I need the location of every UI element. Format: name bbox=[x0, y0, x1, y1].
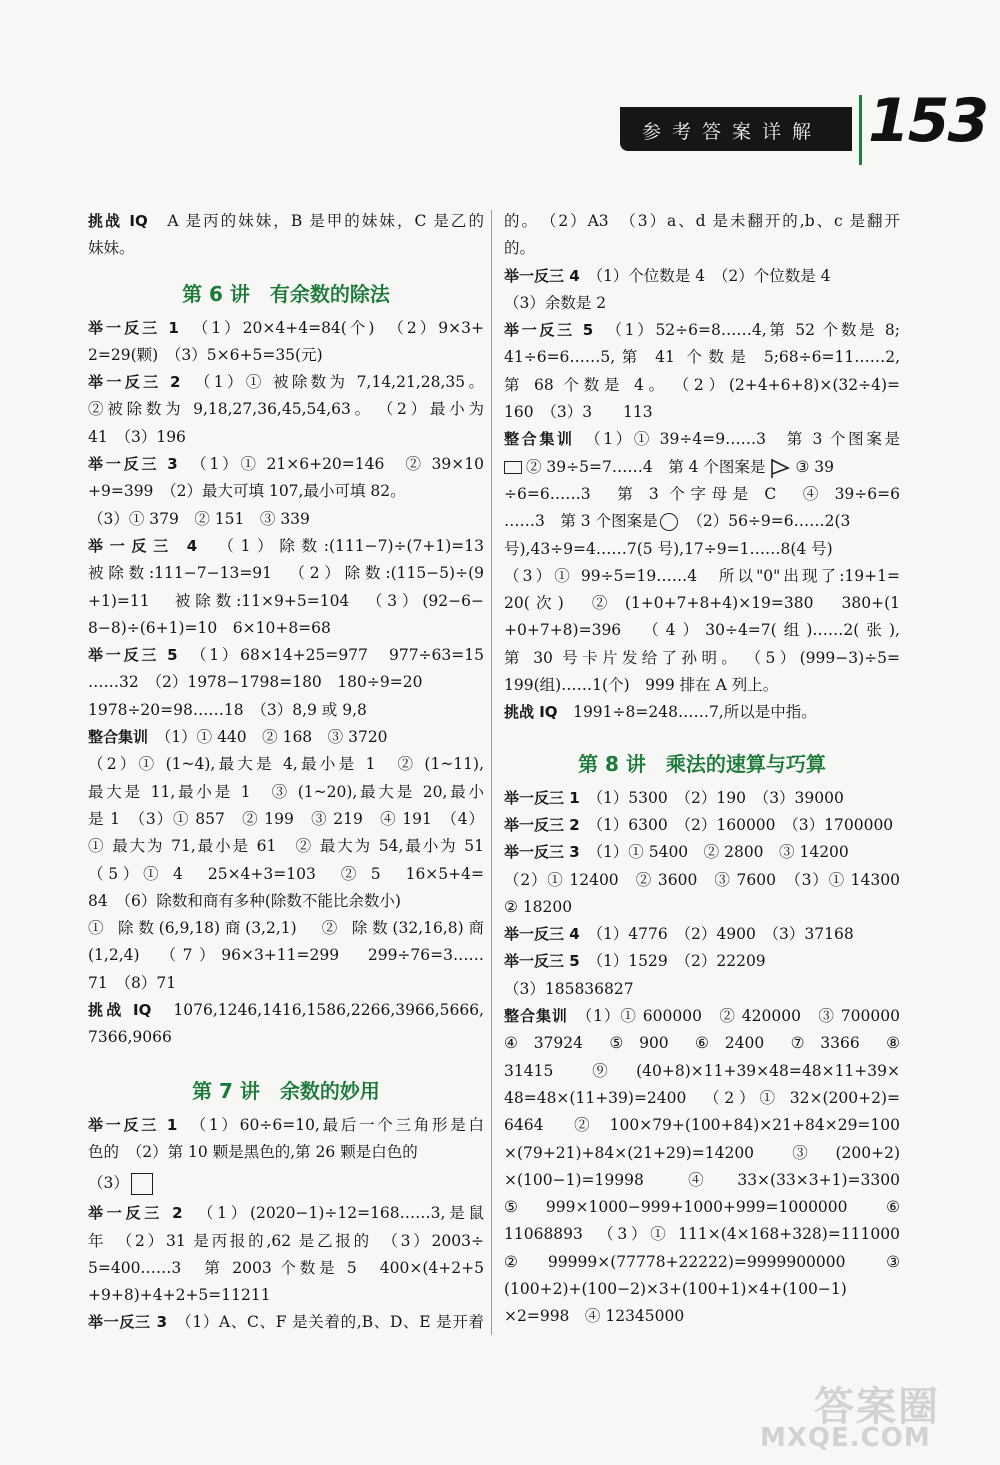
circle-figure bbox=[660, 513, 678, 531]
text-line: 71 （8）71 bbox=[88, 973, 177, 992]
text-line: 7366,9066 bbox=[88, 1028, 172, 1047]
item-label: 举一反三 5 bbox=[504, 952, 580, 971]
square-figure bbox=[131, 1173, 153, 1195]
text-line: 第 68 个数是 4。 （2）(2+4+6+8)×(32÷4)= bbox=[504, 375, 900, 394]
item-label: 举一反三 4 bbox=[504, 266, 580, 285]
item-text: （1）① 21×6+20=146 ② 39×10 bbox=[198, 455, 484, 474]
item-text: （1）4776 （2）4900 （3）37168 bbox=[595, 925, 854, 944]
text-line: 1978÷20=98……18 （3）8,9 或 9,8 bbox=[88, 700, 367, 719]
item-text: （1）60÷6=10,最后一个三角形是白 bbox=[198, 1115, 484, 1134]
text-line bbox=[504, 839, 900, 866]
text-line bbox=[88, 315, 484, 342]
text-line: ×2=998 ④ 12345000 bbox=[504, 1307, 685, 1326]
text-line: ① 除数(6,9,18)商(3,2,1) ② 除数(32,16,8)商 bbox=[88, 919, 484, 938]
text-line: ⑤ 999×1000−999+1000+999=1000000 ⑥ bbox=[504, 1198, 900, 1217]
text-line: ② 99999×(77778+22222)=9999900000 ③ bbox=[504, 1252, 900, 1271]
text-line: 41÷6=6……5,第 41 个数是 5;68÷6=11……2, bbox=[504, 348, 900, 367]
text-line: (1,2,4) （7）96×3+11=299 299÷76=3…… bbox=[88, 946, 484, 965]
watermark-url: MXQE.COM bbox=[760, 1423, 931, 1453]
text-line: ②被除数为 9,18,27,36,45,54,63。 （2）最小为 bbox=[88, 400, 484, 419]
section-title: 第 7 讲 余数的妙用 bbox=[192, 1078, 380, 1103]
text-line bbox=[504, 812, 900, 839]
left-column bbox=[88, 208, 484, 1337]
text-line: ÷6=6……3 第 3 个字母是 C ④ 39÷6=6 bbox=[504, 484, 900, 503]
text-line bbox=[504, 1003, 900, 1030]
text-line: 20(次) ② (1+0+7+8+4)×19=380 380+(1 bbox=[504, 594, 900, 613]
item-label: 举一反三 2 bbox=[504, 815, 580, 834]
text-line: 号),43÷9=4……7(5 号),17÷9=1……8(4 号) bbox=[504, 539, 833, 558]
item-label: 举一反三 4 bbox=[88, 536, 198, 555]
text-line bbox=[504, 508, 900, 535]
text-line bbox=[504, 948, 900, 975]
text-line: （2）① (1~4),最大是 4,最小是 1 ② (1~11), bbox=[88, 755, 484, 774]
item-text: （1）6300 （2）160000 （3）1700000 bbox=[595, 815, 894, 834]
text-line: (100+2)+(100−2)×3+(100+1)×4+(100−1) bbox=[504, 1279, 847, 1298]
item-label: 整合集训 bbox=[504, 1007, 568, 1026]
text-line: （5）① 4 25×4+3=103 ② 5 16×5+4= bbox=[88, 864, 484, 883]
item-text: A 是丙的妹妹，B 是甲的妹妹，C 是乙的 bbox=[167, 212, 484, 230]
column-divider bbox=[491, 210, 492, 1335]
text-line bbox=[88, 642, 484, 669]
text-line: ① 最大为 71,最小是 61 ② 最大为 54,最小为 51 bbox=[88, 837, 484, 856]
text-line: 6464 ② 100×79+(100+84)×21+84×29=100 bbox=[504, 1116, 900, 1135]
section-title: 第 8 讲 乘法的速算与巧算 bbox=[578, 751, 826, 776]
text-line: 最大是 11,最小是 1 ③ (1~20),最大是 20,最小 bbox=[88, 782, 484, 801]
text-line bbox=[88, 997, 484, 1024]
item-text: 1076,1246,1416,1586,2266,3966,5666, bbox=[173, 1001, 484, 1020]
watermark-text: 答案圈 bbox=[814, 1384, 940, 1430]
rectangle-figure bbox=[504, 461, 522, 474]
item-label: 举一反三 1 bbox=[504, 788, 580, 807]
text-line bbox=[504, 454, 900, 481]
text-line bbox=[88, 533, 484, 560]
text-line bbox=[88, 369, 484, 396]
item-label: 举一反三 1 bbox=[88, 318, 179, 337]
text-line: +0+7+8)=396 （4）30÷4=7(组)……2(张), bbox=[504, 621, 900, 640]
item-label: 举一反三 5 bbox=[88, 646, 178, 665]
text-line: ……32 （2）1978−1798=180 180÷9=20 bbox=[88, 673, 423, 692]
item-text: （1）个位数是 4 （2）个位数是 4 bbox=[595, 266, 831, 285]
text-line bbox=[88, 451, 484, 478]
text-line: 是 1 （3）① 857 ② 199 ③ 219 ④ 191 （4） bbox=[88, 809, 484, 828]
text-line: 160 （3）3 113 bbox=[504, 403, 653, 422]
text-line: ② 18200 bbox=[504, 897, 573, 916]
item-label: 举一反三 5 bbox=[504, 321, 594, 340]
right-column bbox=[504, 208, 900, 1331]
item-label: 举一反三 2 bbox=[88, 1204, 183, 1223]
page-number: 153 bbox=[868, 86, 988, 156]
item-label: 举一反三 3 bbox=[504, 843, 580, 862]
text-line: （2）① 12400 ② 3600 ③ 7600 （3）① 14300 bbox=[504, 870, 900, 889]
text-line: 的。 （2）A3 （3）a、d 是未翻开的,b、c 是翻开 bbox=[504, 212, 900, 230]
item-text: （1）5300 （2）190 （3）39000 bbox=[595, 788, 844, 807]
text-line: 11068893 （3）① 111×(4×168+328)=111000 bbox=[504, 1225, 900, 1244]
text-line: ④ 37924 ⑤ 900 ⑥ 2400 ⑦ 3366 ⑧ bbox=[504, 1034, 900, 1053]
item-label: 挑战 IQ bbox=[88, 1001, 152, 1020]
item-label: 举一反三 4 bbox=[504, 925, 580, 944]
item-text: （1）① 5400 ② 2800 ③ 14200 bbox=[595, 843, 849, 862]
text-line: 31415 ⑨ (40+8)×11+39×48=48×11+39× bbox=[504, 1061, 900, 1080]
banner-text: 参考答案详解 bbox=[642, 121, 823, 143]
text-line: 5=400……3 第 2003 个数是 5 400×(4+2+5 bbox=[88, 1258, 484, 1277]
watermark-logo bbox=[760, 1375, 990, 1455]
text-line bbox=[504, 426, 900, 453]
text-line bbox=[504, 263, 900, 290]
text-line bbox=[88, 1200, 484, 1227]
item-text: ② 39÷5=7……4 第 4 个图案是 bbox=[526, 457, 766, 476]
text-line: +9=399 （2）最大可填 107,最小可填 82。 bbox=[88, 482, 406, 501]
text-line: 8−8)÷(6+1)=10 6×10+8=68 bbox=[88, 618, 331, 637]
text-line: 2=29(颗) （3）5×6+5=35(元) bbox=[88, 345, 323, 364]
item-text: （1）20×4+4=84(个) （2）9×3+ bbox=[200, 318, 484, 337]
item-text: （1）68×14+25=977 977÷63=15 bbox=[198, 646, 484, 665]
text-line: 被除数:111−7−13=91 （2）除数:(115−5)÷(9 bbox=[88, 564, 484, 583]
text-line bbox=[504, 317, 900, 344]
text-line bbox=[504, 921, 900, 948]
text-line: 48=48×(11+39)=2400 （2）① 32×(200+2)= bbox=[504, 1088, 900, 1107]
header-divider bbox=[859, 95, 862, 165]
item-text: （1）① 440 ② 168 ③ 3720 bbox=[163, 728, 388, 747]
section-title: 第 6 讲 有余数的除法 bbox=[182, 281, 390, 306]
item-text: （1）① 39÷4=9……3 第 3 个图案是 bbox=[592, 430, 900, 449]
text-line bbox=[504, 785, 900, 812]
item-label: 举一反三 3 bbox=[88, 455, 178, 474]
text-line: 妹妹。 bbox=[88, 239, 135, 258]
text-line: （3）余数是 2 bbox=[504, 293, 607, 312]
text-line: 199(组)……1(个) 999 排在 A 列上。 bbox=[504, 676, 779, 695]
text-line: （3）185836827 bbox=[504, 979, 634, 998]
text-line bbox=[88, 1112, 484, 1139]
item-label: 整合集训 bbox=[504, 430, 575, 449]
text-line bbox=[504, 699, 900, 726]
text-line bbox=[88, 1166, 484, 1200]
text-line bbox=[88, 208, 484, 235]
item-text: ③ 39 bbox=[795, 457, 834, 476]
item-text: （2）56÷9=6……2(3 bbox=[695, 512, 851, 531]
item-text: （1）除数:(111−7)÷(7+1)=13 bbox=[226, 536, 484, 555]
text-line: +1)=11 被除数:11×9+5=104 （3）(92−6− bbox=[88, 591, 484, 610]
item-text: （1）(2020−1)÷12=168……3,是鼠 bbox=[205, 1204, 484, 1223]
text-line: ×(79+21)+84×(21+29)=14200 ③ (200+2) bbox=[504, 1143, 900, 1162]
item-text: （1）① 被除数为 7,14,21,28,35。 bbox=[202, 373, 484, 392]
item-text: （1）1529 （2）22209 bbox=[595, 952, 766, 971]
text-line: ×(100−1)=19998 ④ 33×(33×3+1)=3300 bbox=[504, 1170, 900, 1189]
item-label: 举一反三 2 bbox=[88, 373, 181, 392]
text-line: 色的 （2）第 10 颗是黑色的,第 26 颗是白色的 bbox=[88, 1142, 418, 1161]
flag-figure bbox=[769, 457, 791, 479]
item-label: 举一反三 3 bbox=[88, 1313, 168, 1332]
item-text: （1）① 600000 ② 420000 ③ 700000 bbox=[584, 1007, 900, 1026]
section-banner bbox=[620, 107, 852, 151]
text-line: 41 （3）196 bbox=[88, 427, 186, 446]
text-line bbox=[88, 724, 484, 751]
item-text: 1991÷8=248……7,所以是中指。 bbox=[573, 703, 817, 722]
text-line: 年 （2）31 是丙报的,62 是乙报的 （3）2003÷ bbox=[88, 1231, 484, 1250]
item-text: ……3 第 3 个图案是 bbox=[504, 512, 658, 531]
text-line: 的。 bbox=[504, 239, 536, 258]
item-label: 挑战 IQ bbox=[504, 703, 558, 722]
item-label: 举一反三 1 bbox=[88, 1115, 178, 1134]
item-text: （3） bbox=[88, 1174, 129, 1193]
item-label: 挑战 IQ bbox=[88, 212, 148, 230]
text-line: （3）① 99÷5=19……4 所以"0"出现了:19+1= bbox=[504, 566, 900, 585]
item-label: 整合集训 bbox=[88, 728, 149, 747]
item-text: （1）A、C、F 是关着的,B、D、E 是开着 bbox=[183, 1313, 484, 1332]
text-line: （3）① 379 ② 151 ③ 339 bbox=[88, 509, 310, 528]
item-text: （1）52÷6=8……4,第 52 个数是 8; bbox=[614, 321, 900, 340]
text-line: +9+8)+4+2+5=11211 bbox=[88, 1286, 271, 1305]
text-line: 84 （6）除数和商有多种(除数不能比余数小) bbox=[88, 891, 401, 910]
text-line bbox=[88, 1309, 484, 1336]
text-line: 第 30 号卡片发给了孙明。 （5）(999−3)÷5= bbox=[504, 648, 900, 667]
